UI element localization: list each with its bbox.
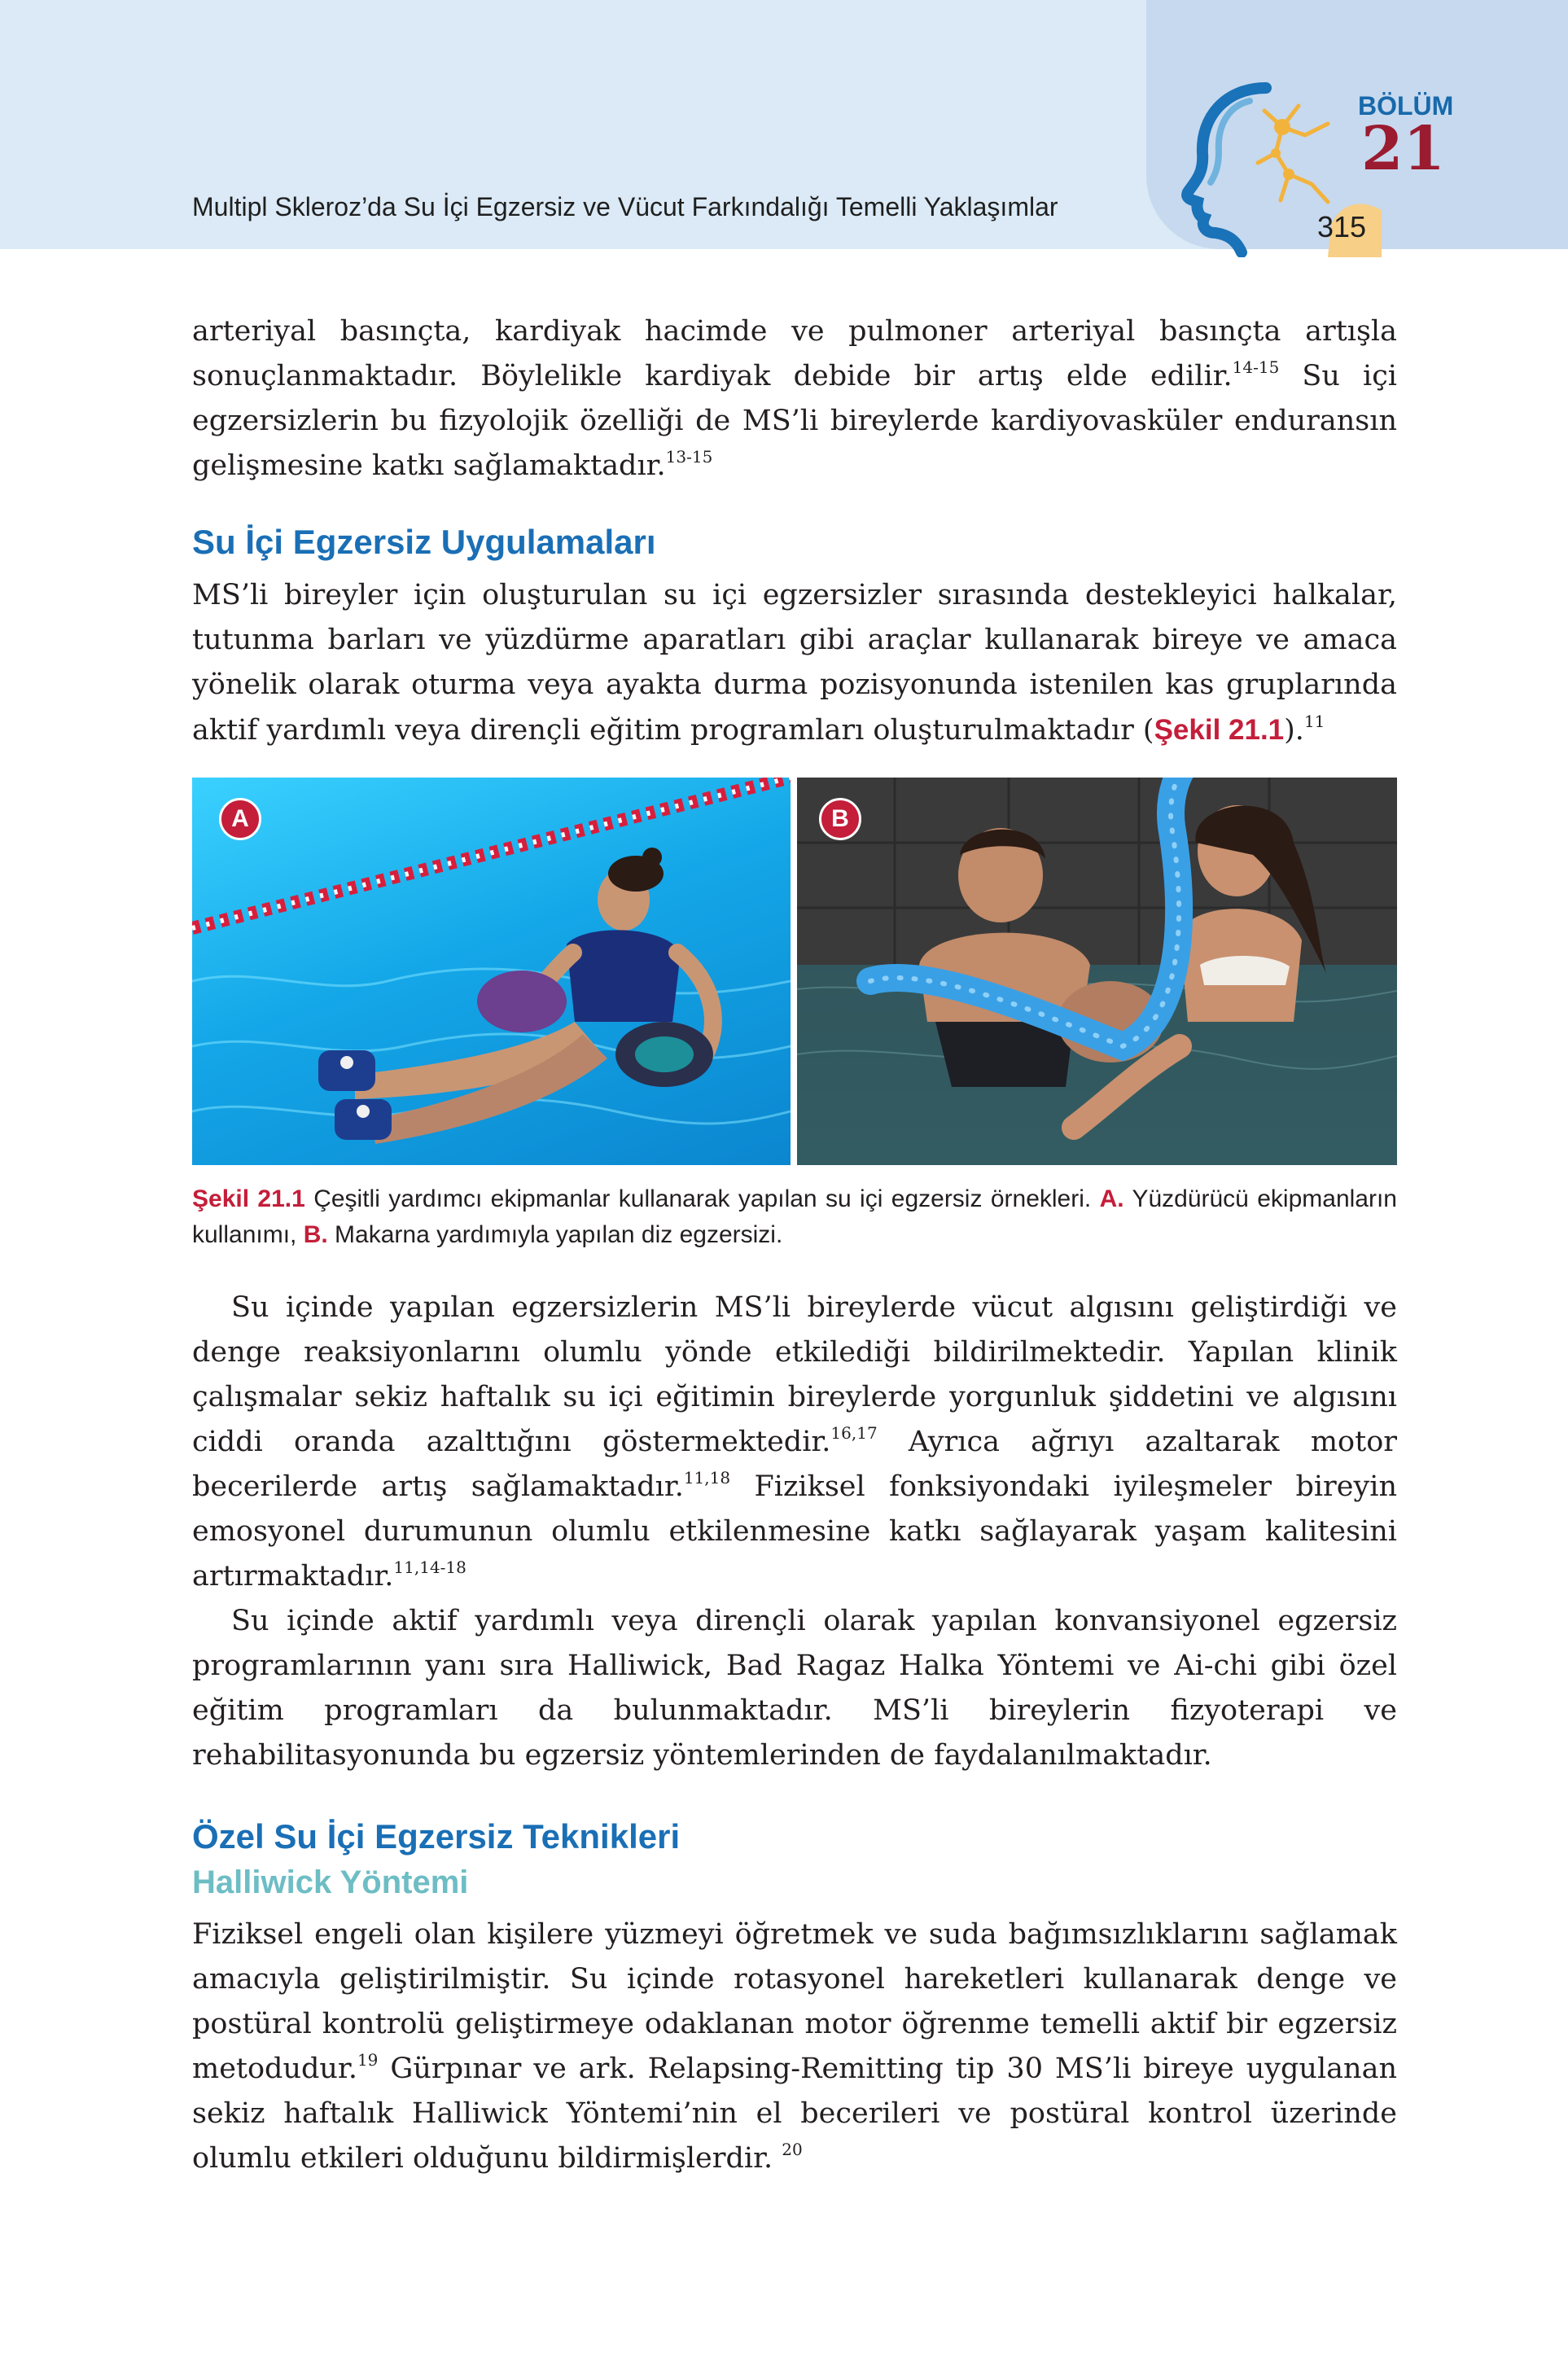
text-run: Su içinde yapılan egzersizlerin MS’li bireylerde vücut algısını geliştirdiği ve denge reaksiyonlarını olumlu yönde etkilediği bildirilmektedir. Yapılan klinik çalışmalar sekiz haftalık su içi eğitimin bireylerde yorgunluk şiddetini ve algısını ciddi oranda azalttığını göstermektedir. [192, 1291, 1397, 1458]
running-head-title: Multipl Skleroz’da Su İçi Egzersiz ve Vücut Farkındalığı Temelli Yaklaşımlar [192, 192, 1058, 221]
text-run: Çeşitli yardımcı ekipmanlar kullanarak yapılan su içi egzersiz örnekleri. [304, 1185, 1100, 1212]
section2-paragraph [192, 1913, 1397, 2181]
section-heading: Özel Su İçi Egzersiz Teknikleri [192, 1817, 681, 1856]
body-paragraph [192, 1286, 1397, 1599]
section-heading: Su İçi Egzersiz Uygulamaları [192, 523, 656, 561]
body-paragraph: Su içinde aktif yardımlı veya dirençli olarak yapılan konvansiyonel egzersiz programlarının yanı sıra Halliwick, Bad Ragaz Halka Yöntemi ve Ai-chi gibi özel eğitim programları da bulunmaktadır. MS’li bireylerin fizyoterapi ve rehabilitasyonunda bu egzersiz yöntemlerinden de faydalanılmaktadır. [192, 1605, 1397, 1772]
text-run: Fiziksel engeli olan kişilere yüzmeyi öğretmek ve suda bağımsızlıklarını sağlamak amacıyla geliştirilmiştir. Su içinde rotasyonel hareketleri kullanarak denge ve postüral kontrolü geliştirmeye odaklanan motor öğrenme temelli aktif bir egzersiz metodudur. [192, 1918, 1397, 2085]
caption-label: Şekil 21.1 [192, 1185, 305, 1212]
text-run: Su içi egzersizlerin bu fizyolojik özelliği de MS’li bireylerde kardiyovasküler enduransın gelişmesine katkı sağlamaktadır. [192, 360, 1397, 482]
text-run: ). [1284, 714, 1304, 747]
reference: 16,17 [830, 1423, 878, 1443]
caption-marker-b: B. [303, 1221, 328, 1248]
reference: 11 [1303, 712, 1325, 731]
reference: 11,14-18 [393, 1558, 466, 1577]
text-run: Yüzdürücü ekipmanların kullanımı, [192, 1185, 1397, 1248]
reference: 11,18 [683, 1468, 731, 1488]
figure-caption [192, 1181, 1397, 1253]
text-run: Fiziksel fonksiyondaki iyileşmeler bireyin emosyonel durumunun olumlu etkilenmesine katkı sağlayarak yaşam kalitesini artırmaktadır. [192, 1470, 1397, 1593]
text-run: Makarna yardımıyla yapılan diz egzersizi. [327, 1221, 783, 1248]
caption-marker-a: A. [1099, 1185, 1124, 1212]
reference: 20 [782, 2140, 803, 2159]
figure-badge-b: B [819, 798, 861, 840]
text-run: Ayrıca ağrıyı azaltarak motor becerilerde artış sağlamaktadır. [192, 1426, 1397, 1503]
text-run: MS’li bireyler için oluşturulan su içi egzersizler sırasında destekleyici halkalar, tutunma barları ve yüzdürme aparatları gibi araçlar kullanarak bireye ve amaca yönelik olarak oturma veya ayakta durma pozisyonunda istenilen kas gruplarında aktif yardımlı veya dirençli eğitim programları oluşturulmaktadır ( [192, 579, 1397, 747]
pool-illustration [192, 778, 791, 1165]
page-content [192, 309, 1397, 2181]
figure-reference-link[interactable]: Şekil 21.1 [1154, 714, 1285, 746]
page-number: 315 [1317, 210, 1367, 243]
reference: 19 [357, 2050, 379, 2070]
intro-paragraph [192, 309, 1397, 489]
figure-badge-a: A [219, 798, 261, 840]
lane-rope [192, 778, 791, 928]
therapy-illustration [797, 778, 1397, 1165]
chapter-label: BÖLÜM [1358, 91, 1454, 120]
reference: 13-15 [665, 447, 713, 467]
section1-paragraph [192, 573, 1397, 753]
text-run: Gürpınar ve ark. Relapsing-Remitting tip 30 MS’li bireye uygulanan sekiz haftalık Halliwick Yöntemi’nin el becerileri ve postüral kontrol üzerinde olumlu etkileri olduğunu bildirmişlerdir. [192, 2053, 1397, 2175]
reference: 14-15 [1232, 357, 1280, 377]
photo-a-pool [192, 778, 791, 1165]
subsection-heading: Halliwick Yöntemi [192, 1864, 469, 1900]
photo-b-therapy [797, 778, 1397, 1165]
text-run: arteriyal basınçta, kardiyak hacimde ve pulmoner arteriyal basınçta artışla sonuçlanmaktadır. Böylelikle kardiyak debide bir artış elde edilir. [192, 315, 1397, 392]
figure-21-1 [192, 778, 1397, 1165]
chapter-number: 21 [1361, 114, 1445, 184]
